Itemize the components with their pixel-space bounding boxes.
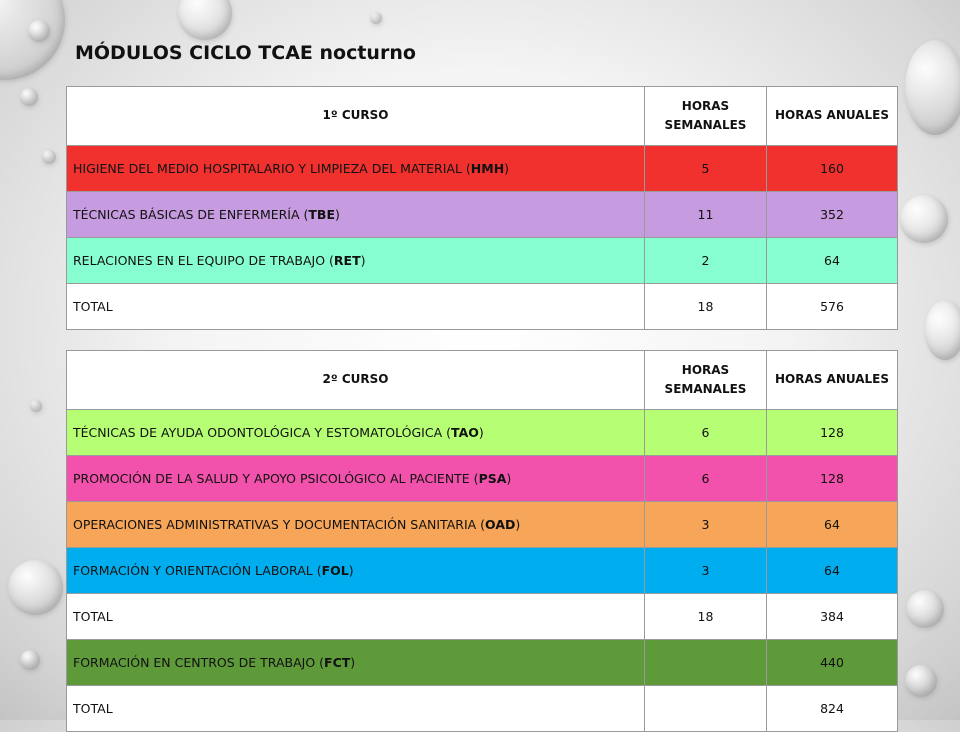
total-horas-semanales [645,686,767,732]
curso1-table [66,86,898,330]
module-name [67,640,645,686]
slide-title: MÓDULOS CICLO TCAE nocturno [75,42,416,64]
module-name [67,146,645,192]
header-horas-semanales: HORAS SEMANALES [645,351,767,410]
header-horas-anuales: HORAS ANUALES [767,87,898,146]
module-abbr: RET [333,253,361,268]
module-row-hmh [67,146,898,192]
bubble-decoration [20,88,38,106]
bubble-decoration [20,650,40,670]
header-horas-semanales: HORAS SEMANALES [645,87,767,146]
header-curso: 2º CURSO [67,351,645,410]
module-name-suffix: ) [350,655,356,670]
horas-semanales: 3 [645,548,767,594]
total-label: TOTAL [67,284,645,330]
bubble-decoration [900,195,948,243]
module-name [67,548,645,594]
module-name-text: RELACIONES EN EL EQUIPO DE TRABAJO ( [73,253,334,268]
module-name-suffix: ) [348,563,354,578]
module-name [67,502,645,548]
module-abbr: TBE [308,207,335,222]
header-horas-anuales: HORAS ANUALES [767,351,898,410]
horas-anuales: 128 [767,410,898,456]
module-row-fct [67,640,898,686]
bubble-decoration [905,40,960,135]
module-abbr: FCT [324,655,351,670]
total-horas-semanales: 18 [645,594,767,640]
horas-semanales: 5 [645,146,767,192]
module-abbr: PSA [478,471,507,486]
module-abbr: FOL [321,563,349,578]
curso2-table [66,350,898,732]
module-name-suffix: ) [506,471,512,486]
module-name-suffix: ) [504,161,510,176]
module-name-text: PROMOCIÓN DE LA SALUD Y APOYO PSICOLÓGICO AL PACIENTE ( [73,471,479,486]
header-curso: 1º CURSO [67,87,645,146]
module-name-suffix: ) [478,425,484,440]
table-header-row [67,351,898,410]
total-label: TOTAL [67,686,645,732]
bubble-decoration [905,665,937,697]
module-abbr: OAD [485,517,516,532]
horas-anuales: 64 [767,238,898,284]
horas-anuales: 64 [767,548,898,594]
module-name-text: FORMACIÓN Y ORIENTACIÓN LABORAL ( [73,563,322,578]
bubble-decoration [178,0,232,40]
module-name [67,192,645,238]
module-name-suffix: ) [515,517,521,532]
module-name-text: FORMACIÓN EN CENTROS DE TRABAJO ( [73,655,325,670]
module-name-suffix: ) [335,207,340,222]
grand-total-row [67,686,898,732]
module-name-suffix: ) [360,253,366,268]
bubble-decoration [8,560,63,615]
bubble-decoration [370,12,382,24]
module-name-text: OPERACIONES ADMINISTRATIVAS Y DOCUMENTACIÓN SANITARIA ( [73,517,486,532]
module-row-oad [67,502,898,548]
bubble-decoration [42,150,56,164]
module-row-psa [67,456,898,502]
horas-anuales: 64 [767,502,898,548]
horas-anuales: 128 [767,456,898,502]
module-name-text: HIGIENE DEL MEDIO HOSPITALARIO Y LIMPIEZA DEL MATERIAL ( [73,161,471,176]
module-name-text: TÉCNICAS BÁSICAS DE ENFERMERÍA ( [73,207,309,222]
horas-semanales: 6 [645,410,767,456]
table-header-row [67,87,898,146]
module-name [67,238,645,284]
module-abbr: TAO [451,425,479,440]
horas-semanales: 2 [645,238,767,284]
bubble-decoration [28,20,50,42]
bubble-decoration [30,400,42,412]
total-row [67,594,898,640]
module-row-tao [67,410,898,456]
module-row-tbe [67,192,898,238]
horas-anuales: 352 [767,192,898,238]
module-name [67,456,645,502]
bubble-decoration [906,590,944,628]
module-row-ret [67,238,898,284]
module-abbr: HMH [470,161,505,176]
module-name [67,410,645,456]
total-horas-semanales: 18 [645,284,767,330]
module-name-text: TÉCNICAS DE AYUDA ODONTOLÓGICA Y ESTOMATOLÓGICA ( [73,425,452,440]
horas-anuales: 440 [767,640,898,686]
horas-semanales: 3 [645,502,767,548]
total-row [67,284,898,330]
total-horas-anuales: 576 [767,284,898,330]
horas-semanales [645,640,767,686]
horas-anuales: 160 [767,146,898,192]
total-horas-anuales: 824 [767,686,898,732]
total-label: TOTAL [67,594,645,640]
bubble-decoration [925,300,960,360]
horas-semanales: 6 [645,456,767,502]
horas-semanales: 11 [645,192,767,238]
module-row-fol [67,548,898,594]
total-horas-anuales: 384 [767,594,898,640]
